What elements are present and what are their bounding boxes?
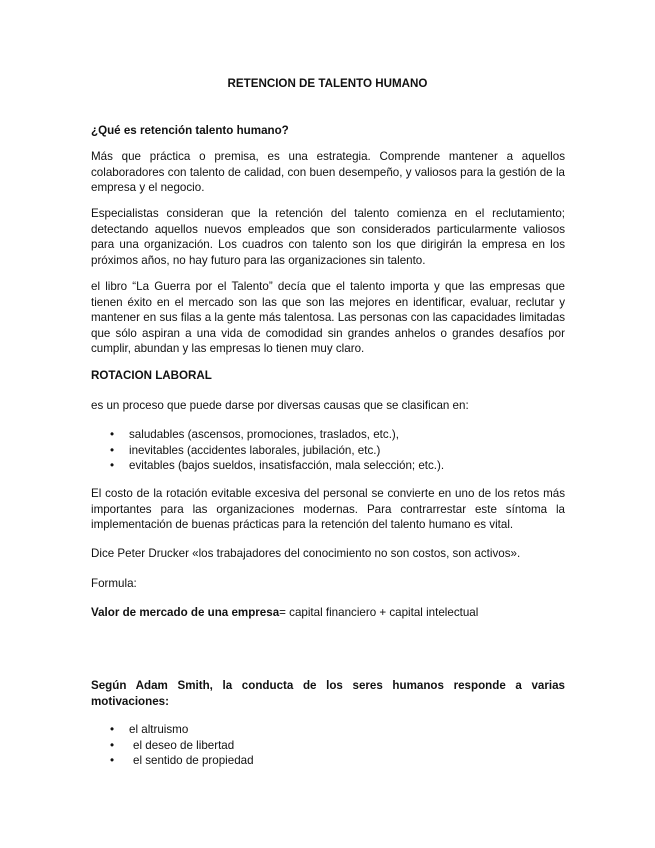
paragraph-book: el libro “La Guerra por el Talento” decía que el talento importa y que las empresas que tienen éxito en el mercado son las que son las mejores en identificar, evaluar, reclutar y mantener en sus filas a la gente más talentosa. Las personas con las capacidades limitadas que sólo aspiran a una vida de comodidad sin grandes anhelos o grandes desafíos por cumplir, abundan y las empresas lo tienen muy claro. bbox=[91, 280, 565, 355]
bullet-icon: • bbox=[110, 443, 115, 457]
bullet-icon: • bbox=[110, 723, 115, 736]
smith-heading: Según Adam Smith, la conducta de los seres humanos responde a varias motivaciones: bbox=[91, 679, 565, 708]
bullet-icon: • bbox=[110, 754, 115, 767]
motivation-text: el altruismo bbox=[129, 723, 189, 736]
document-title: RETENCION DE TALENTO HUMANO bbox=[227, 77, 428, 90]
bullet-icon: • bbox=[110, 428, 115, 441]
list-item bbox=[91, 427, 565, 443]
cause-text: saludables (ascensos, promociones, traslados, etc.), bbox=[129, 428, 400, 441]
list-item bbox=[91, 443, 565, 459]
paragraph-cost: El costo de la rotación evitable excesiva del personal se convierte en uno de los retos más importantes para las organizaciones modernas. Para contrarrestar este síntoma la implementación de buenas prácticas para la retención del talento humano es vital. bbox=[91, 487, 565, 531]
paragraph-definition: Más que práctica o premisa, es una estrategia. Comprende mantener a aquellos colaboradores con talento de calidad, con buen desempeño, y valiosos para la gestión de la empresa y el negocio. bbox=[91, 150, 565, 194]
motivation-text: el sentido de propiedad bbox=[133, 754, 254, 767]
formula-bold: Valor de mercado de una empresa bbox=[91, 606, 280, 619]
motivation-text: el deseo de libertad bbox=[133, 738, 235, 752]
list-item bbox=[91, 753, 565, 769]
formula-rest: = capital financiero + capital intelectual bbox=[279, 606, 479, 619]
rotation-heading: ROTACION LABORAL bbox=[91, 369, 212, 382]
formula-label: Formula: bbox=[91, 577, 137, 590]
paragraph-specialists: Especialistas consideran que la retención del talento comienza en el reclutamiento; detectando aquellos nuevos empleados que son considerados particularmente valiosos para una organización. Los cuadros con talento son los que dirigirán la empresa en los próximos años, no hay futuro para las organizaciones sin talento. bbox=[91, 207, 565, 267]
bullet-icon: • bbox=[110, 738, 115, 752]
motivations-list bbox=[91, 722, 565, 769]
cause-text: inevitables (accidentes laborales, jubilación, etc.) bbox=[129, 443, 381, 457]
drucker-quote: Dice Peter Drucker «los trabajadores del conocimiento no son costos, son activos». bbox=[91, 547, 521, 560]
list-item bbox=[91, 458, 565, 474]
bullet-icon: • bbox=[110, 459, 115, 472]
rotation-intro: es un proceso que puede darse por diversas causas que se clasifican en: bbox=[91, 399, 469, 412]
list-item bbox=[91, 738, 565, 754]
cause-text: evitables (bajos sueldos, insatisfacción, mala selección; etc.). bbox=[129, 459, 445, 472]
causes-list bbox=[91, 427, 565, 474]
formula-line bbox=[91, 605, 565, 621]
list-item bbox=[91, 722, 565, 738]
question-heading: ¿Qué es retención talento humano? bbox=[91, 124, 289, 137]
